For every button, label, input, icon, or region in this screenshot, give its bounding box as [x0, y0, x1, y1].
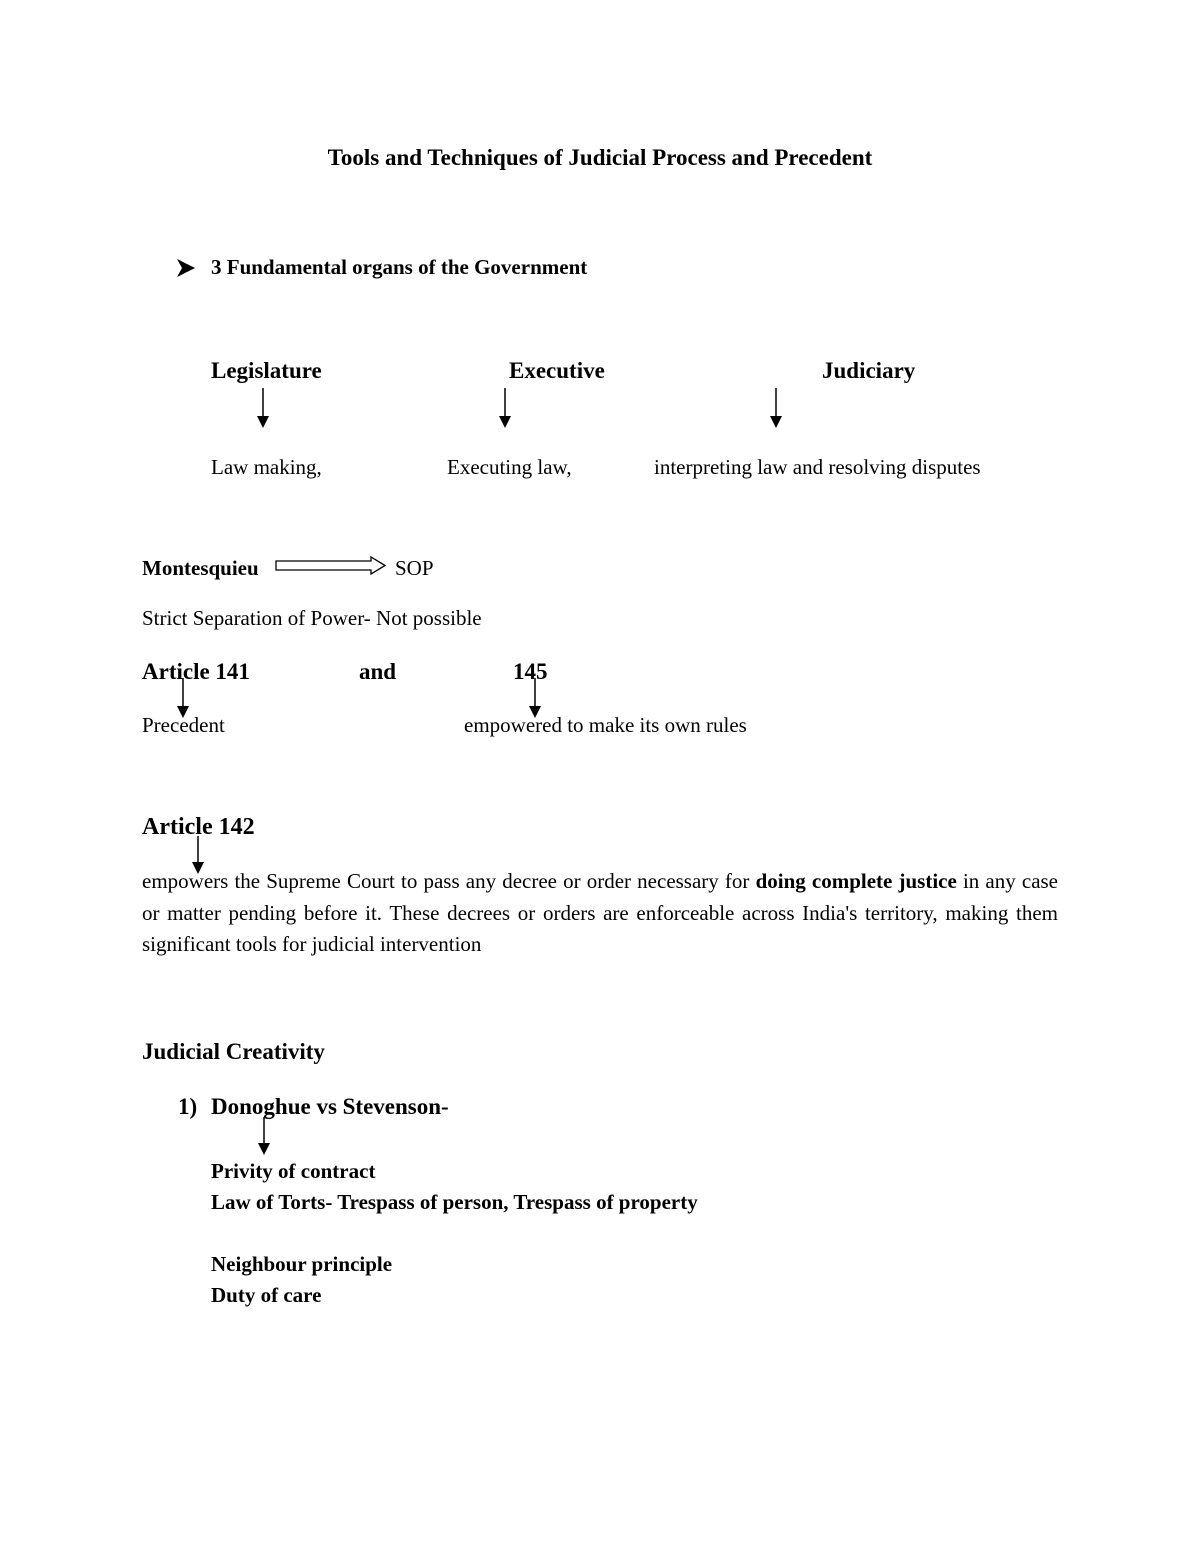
separation-note: Strict Separation of Power- Not possible: [142, 606, 482, 630]
articles-joiner: and: [359, 659, 397, 684]
article-142-text-bold: doing complete justice: [755, 869, 957, 893]
sop-label: SOP: [395, 556, 434, 580]
organ-executive: Executive: [509, 358, 605, 383]
down-arrow-icon: [256, 1117, 272, 1157]
article-142-heading: Article 142: [142, 814, 255, 840]
article-141-result: Precedent: [142, 713, 225, 737]
case-point: Law of Torts- Trespass of person, Trespass of property: [211, 1190, 698, 1214]
case-point: Privity of contract: [211, 1159, 376, 1183]
case-point: Duty of care: [211, 1283, 322, 1307]
montesquieu-label: Montesquieu: [142, 556, 259, 580]
organ-legislature: Legislature: [211, 358, 322, 383]
organ-function-judiciary: interpreting law and resolving disputes: [654, 455, 981, 479]
down-arrow-icon: [497, 388, 513, 430]
article-145-result: empowered to make its own rules: [464, 713, 747, 737]
down-arrow-icon: [255, 388, 271, 430]
case-number: 1): [178, 1094, 198, 1119]
article-141-heading: Article 141: [142, 659, 250, 684]
case-point: Neighbour principle: [211, 1252, 393, 1276]
page-title: Tools and Techniques of Judicial Process and Precedent: [327, 145, 873, 170]
case-name: Donoghue vs Stevenson-: [211, 1094, 449, 1119]
article-142-text-before: empowers the Supreme Court to pass any decree or order necessary for: [142, 869, 756, 893]
double-right-arrow-icon: [275, 556, 387, 576]
bullet-heading: 3 Fundamental organs of the Government: [211, 255, 588, 279]
article-142-paragraph: [142, 866, 1058, 961]
organ-judiciary: Judiciary: [822, 358, 916, 383]
article-145-heading: 145: [513, 659, 548, 684]
judicial-creativity-heading: Judicial Creativity: [142, 1039, 325, 1064]
bullet-arrowhead-icon: [176, 258, 196, 278]
organ-function-legislature: Law making,: [211, 455, 322, 479]
down-arrow-icon: [768, 388, 784, 430]
article-142-text-after: in any case or matter pending before it. These decrees or orders are enforceable across India's territory, making them significant tools for judicial intervention: [142, 869, 1059, 956]
organ-function-executive: Executing law,: [447, 455, 572, 479]
